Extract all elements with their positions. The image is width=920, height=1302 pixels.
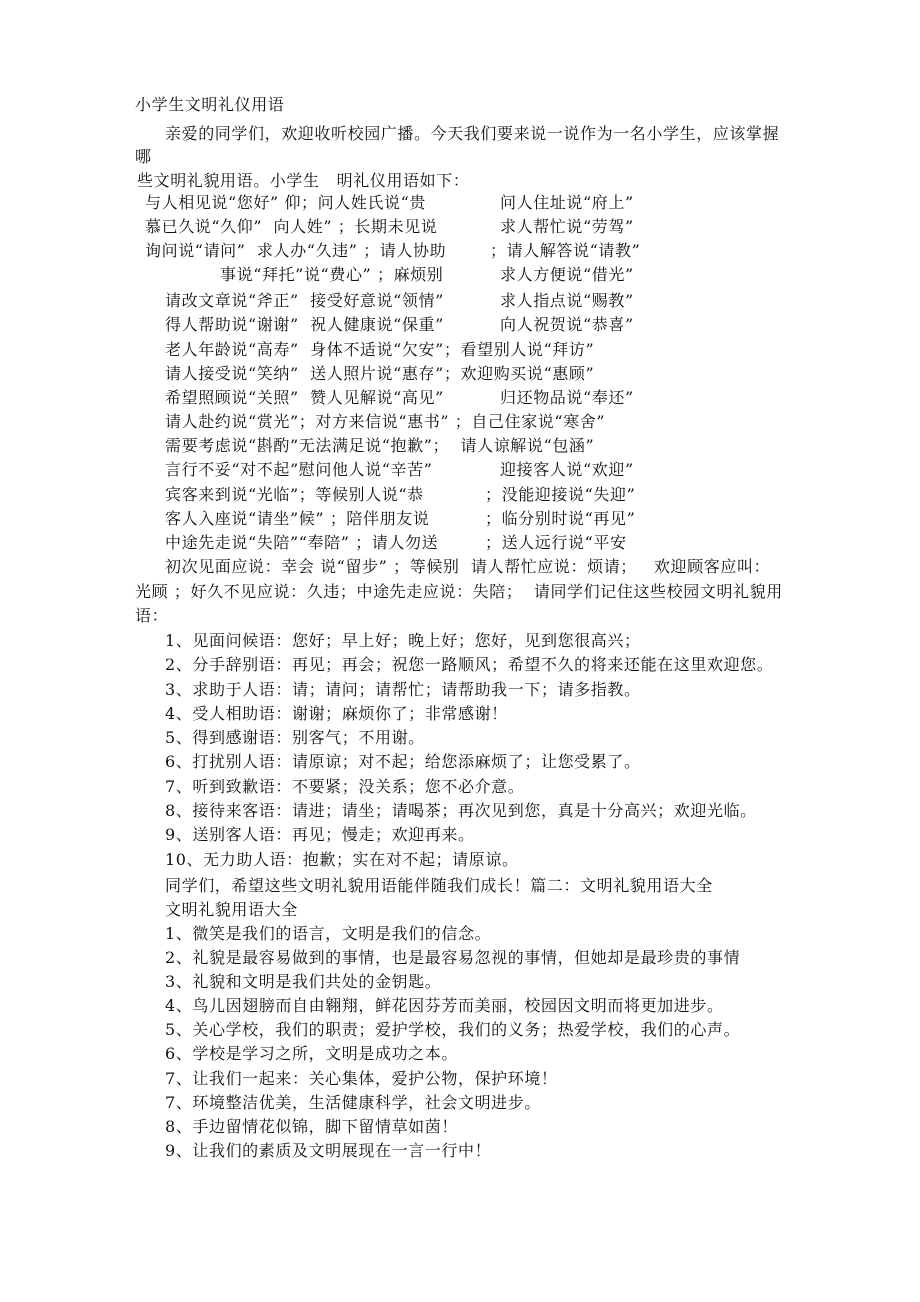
- phrase-row: 宾客来到说“光临”；等候别人说“恭: [165, 485, 424, 504]
- phrase-row-column: ；送人远行说“平安: [485, 533, 627, 552]
- list-item: 3、求助于人语：请；请问；请帮忙；请帮助我一下；请多指教。: [165, 680, 641, 699]
- phrase-row: 初次见面应说：幸会 说“留步” ；等候别 请人帮忙应说：烦请； 欢迎顾客应叫：: [165, 557, 771, 576]
- section-title: 文明礼貌用语大全: [165, 900, 298, 919]
- closing-line: 语：: [135, 606, 169, 625]
- phrase-row: 慕已久说“久仰” 向人姓” ；长期未见说: [145, 217, 438, 236]
- list-item: 5、得到感谢语：别客气；不用谢。: [165, 728, 425, 747]
- list-item: 4、鸟儿因翅膀而自由翱翔，鲜花因芬芳而美丽，校园因文明而将更加进步。: [165, 996, 724, 1015]
- phrase-row-column: 求人方便说“借光”: [500, 265, 634, 284]
- phrase-row-column: 求人指点说“赐教”: [500, 291, 634, 310]
- list-item: 4、受人相助语：谢谢；麻烦你了；非常感谢！: [165, 704, 508, 723]
- closing-line: 光顾 ；好久不见应说：久违；中途先走应说：失陪； 请同学们记住这些校园文明礼貌用: [135, 582, 783, 601]
- phrase-row: 询问说“请问” 求人办“久违” ；请人协助: [145, 241, 447, 260]
- phrase-row: 得人帮助说“谢谢” 祝人健康说“保重”: [165, 315, 444, 334]
- list-item: 9、送别客人语：再见；慢走；欢迎再来。: [165, 825, 475, 844]
- phrase-row-column: 向人祝贺说“恭喜”: [500, 315, 634, 334]
- phrase-row: 请改文章说“斧正” 接受好意说“领情”: [165, 291, 444, 310]
- list-item: 3、礼貌和文明是我们共处的金钥匙。: [165, 972, 442, 991]
- list-item: 7、听到致歉语：不要紧；没关系；您不必介意。: [165, 777, 525, 796]
- phrase-row: 需要考虑说“斟酌”无法满足说“抱歉”； 请人谅解说“包涵”: [165, 436, 595, 455]
- list-item: 5、关心学校，我们的职责；爱护学校，我们的义务；热爱学校，我们的心声。: [165, 1020, 741, 1039]
- phrase-row-column: 求人帮忙说“劳驾”: [500, 217, 634, 236]
- closing-line: 同学们，希望这些文明礼貌用语能伴随我们成长！篇二：文明礼貌用语大全: [165, 876, 713, 895]
- list-item: 7、环境整洁优美，生活健康科学，社会文明进步。: [165, 1093, 541, 1112]
- phrase-row: 中途先走说“失陪”“奉陪” ；请人勿送: [165, 533, 439, 552]
- phrase-row-column: 问人住址说“府上”: [500, 193, 634, 212]
- list-item: 2、分手辞别语：再见；再会；祝您一路顺风；希望不久的将来还能在这里欢迎您。: [165, 655, 774, 674]
- phrase-row-column: ；没能迎接说“失迎”: [485, 485, 636, 504]
- list-item: 1、微笑是我们的语言，文明是我们的信念。: [165, 924, 492, 943]
- document-title: 小学生文明礼仪用语: [135, 95, 285, 114]
- list-item: 2、礼貌是最容易做到的事情，也是最容易忽视的事情，但她却是最珍贵的事情: [165, 948, 741, 967]
- phrase-row: 请人赴约说“赏光”；对方来信说“惠书” ；自己住家说“寒舍”: [165, 412, 606, 431]
- phrase-row: 请人接受说“笑纳” 送人照片说“惠存”；欢迎购买说“惠顾”: [165, 364, 595, 383]
- phrase-row-column: 归还物品说“奉还”: [500, 388, 634, 407]
- list-item: 9、让我们的素质及文明展现在一言一行中！: [165, 1141, 492, 1160]
- phrase-row: 事说“拜托”说“费心” ；麻烦别: [220, 265, 444, 284]
- phrase-row: 希望照顾说“关照” 赞人见解说“高见”: [165, 388, 444, 407]
- phrase-row-column: ；临分别时说“再见”: [485, 509, 636, 528]
- list-item: 7、让我们一起来：关心集体，爱护公物，保护环境！: [165, 1069, 558, 1088]
- intro-line: 哪: [135, 147, 152, 166]
- phrase-row-column: ；请人解答说“请教”: [490, 241, 641, 260]
- list-item: 8、接待来客语：请进；请坐；请喝茶；再次见到您，真是十分高兴；欢迎光临。: [165, 801, 757, 820]
- list-item: 10、无力助人语：抱歉；实在对不起；请原谅。: [165, 850, 519, 869]
- list-item: 1、见面问候语：您好；早上好；晚上好；您好，见到您很高兴；: [165, 631, 641, 650]
- phrase-row: 客人入座说“请坐”候” ；陪伴朋友说: [165, 509, 430, 528]
- intro-line: 亲爱的同学们，欢迎收听校园广播。今天我们要来说一说作为一名小学生，应该掌握: [165, 124, 780, 143]
- phrase-row: 言行不妥“对不起”慰问他人说“辛苦”: [165, 460, 433, 479]
- phrase-row-column: 迎接客人说“欢迎”: [500, 460, 634, 479]
- phrase-row: 与人相见说“您好” 仰；问人姓氏说“贵: [145, 193, 427, 212]
- list-item: 8、手边留情花似锦，脚下留情草如茵！: [165, 1117, 458, 1136]
- list-item: 6、打扰别人语：请原谅；对不起；给您添麻烦了；让您受累了。: [165, 752, 641, 771]
- phrase-row: 老人年龄说“高寿” 身体不适说“欠安”；看望别人说“拜访”: [165, 340, 595, 359]
- intro-line: 些文明礼貌用语。小学生 明礼仪用语如下：: [137, 171, 470, 190]
- list-item: 6、学校是学习之所，文明是成功之本。: [165, 1044, 458, 1063]
